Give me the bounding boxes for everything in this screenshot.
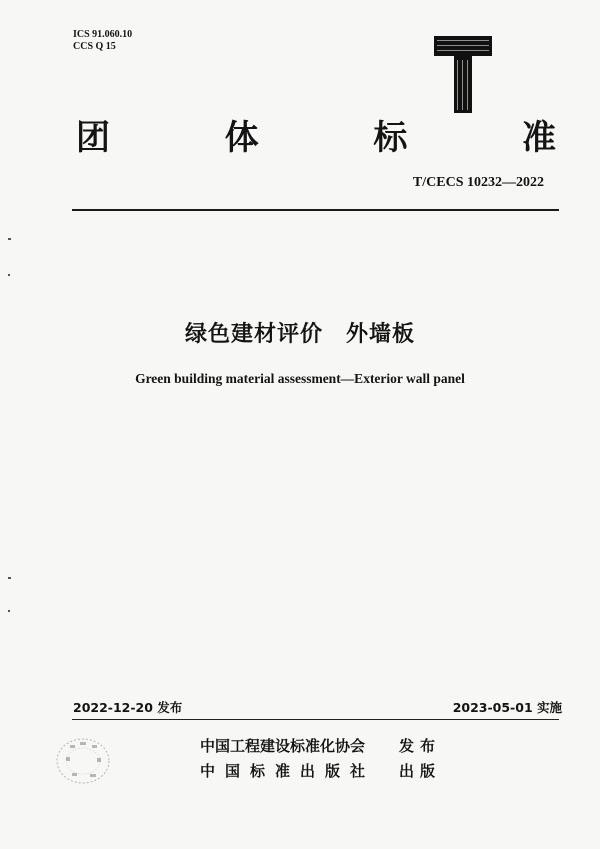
classification-codes bbox=[73, 29, 132, 53]
press-action: 出版 bbox=[399, 762, 442, 780]
ics-code: ICS 91.060.10 bbox=[73, 29, 133, 40]
press-name: 中国标准出版社 bbox=[200, 762, 376, 780]
issuer-action: 发布 bbox=[399, 737, 442, 755]
scan-speck bbox=[8, 610, 10, 612]
category-char: 体 bbox=[224, 118, 259, 158]
implementation-date: 2023-05-01 实施 bbox=[452, 700, 562, 715]
issue-date: 2022-12-20 发布 bbox=[73, 700, 183, 715]
category-char: 团 bbox=[76, 118, 110, 158]
ccs-code: CCS Q 15 bbox=[73, 41, 116, 52]
category-char: 标 bbox=[373, 118, 408, 158]
scan-speck bbox=[8, 274, 10, 276]
document-category bbox=[76, 120, 556, 156]
title-chinese: 绿色建材评价 外墙板 bbox=[184, 322, 415, 347]
issuer-name: 中国工程建设标准化协会 bbox=[200, 737, 366, 755]
category-char: 准 bbox=[521, 118, 556, 158]
header-divider bbox=[72, 209, 559, 211]
scan-speck bbox=[8, 238, 11, 240]
standard-t-mark bbox=[434, 36, 492, 113]
standard-number: T/CECS 10232—2022 bbox=[412, 175, 544, 190]
footer-divider bbox=[72, 719, 559, 720]
scan-speck bbox=[8, 577, 11, 579]
title-english: Green building material assessment—Exterior wall panel bbox=[135, 371, 465, 386]
faint-stamp-seal bbox=[50, 731, 120, 791]
